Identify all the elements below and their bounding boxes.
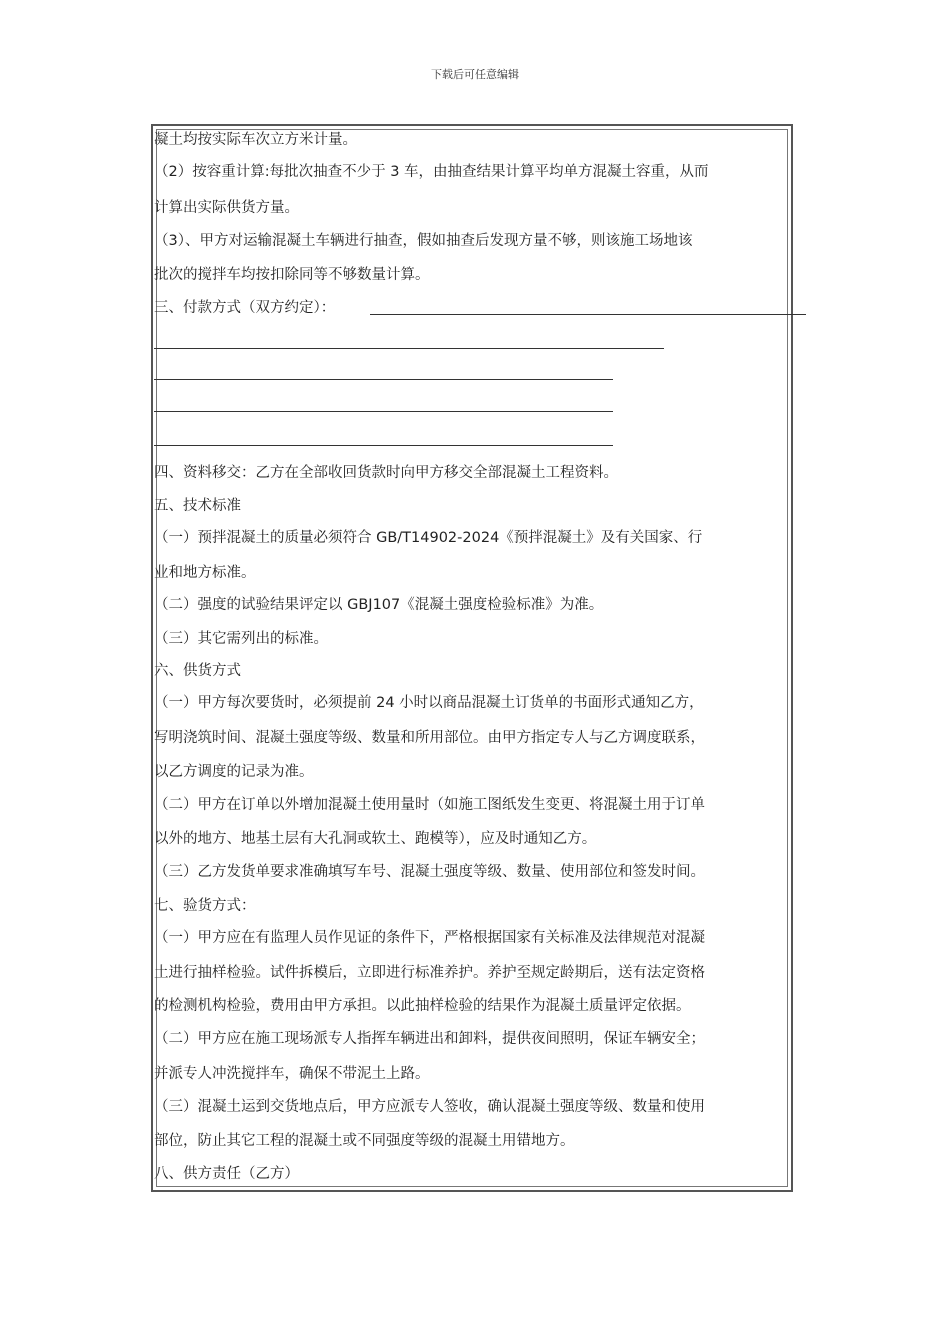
text-line: （3）、甲方对运输混凝土车辆进行抽查，假如抽查后发现方量不够，则该施工场地该 — [154, 233, 693, 249]
section-heading: 五、技术标准 — [154, 498, 241, 514]
section-heading: 七、验货方式： — [154, 898, 256, 914]
text-line: 的检测机构检验，费用由甲方承担。以此抽样检验的结果作为混凝土质量评定依据。 — [154, 998, 691, 1014]
payment-blank-rule — [154, 445, 613, 446]
page-header: 下载后可任意编辑 — [431, 68, 519, 81]
text-line: （一）甲方每次要货时，必须提前 24 小时以商品混凝土订货单的书面形式通知乙方， — [154, 695, 704, 711]
text-line: 以乙方调度的记录为准。 — [154, 764, 314, 780]
payment-heading: 三、付款方式（双方约定）： — [154, 300, 336, 316]
text-line: （二）甲方应在施工现场派专人指挥车辆进出和卸料，提供夜间照明，保证车辆安全； — [154, 1031, 705, 1047]
text-line: 写明浇筑时间、混凝土强度等级、数量和所用部位。由甲方指定专人与乙方调度联系， — [154, 730, 705, 746]
text-line: （三）其它需列出的标准。 — [154, 631, 328, 647]
text-line: （2）按容重计算:每批次抽查不少于 3 车，由抽查结果计算平均单方混凝土容重，从而 — [154, 164, 709, 180]
text-line: （二）强度的试验结果评定以 GBJ107《混凝土强度检验标准》为准。 — [154, 597, 604, 613]
text-line: 批次的搅拌车均按扣除同等不够数量计算。 — [154, 267, 430, 283]
text-line: 部位，防止其它工程的混凝土或不同强度等级的混凝土用错地方。 — [154, 1133, 575, 1149]
text-line: （三）乙方发货单要求准确填写车号、混凝土强度等级、数量、使用部位和签发时间。 — [154, 864, 705, 880]
payment-blank-rule — [154, 348, 664, 349]
text-line: 业和地方标准。 — [154, 565, 256, 581]
section-heading: 八、供方责任（乙方） — [154, 1166, 299, 1182]
text-line: 计算出实际供货方量。 — [154, 200, 299, 216]
text-line: 凝土均按实际车次立方米计量。 — [154, 132, 357, 148]
payment-blank-rule — [154, 411, 613, 412]
payment-blank-rule — [370, 314, 806, 315]
text-line: （二）甲方在订单以外增加混凝土使用量时（如施工图纸发生变更、将混凝土用于订单 — [154, 797, 705, 813]
payment-blank-rule — [154, 379, 613, 380]
section-heading: 六、供货方式 — [154, 663, 241, 679]
text-line: （三）混凝土运到交货地点后，甲方应派专人签收，确认混凝土强度等级、数量和使用 — [154, 1099, 705, 1115]
text-line: 土进行抽样检验。试件拆模后，立即进行标准养护。养护至规定龄期后，送有法定资格 — [154, 965, 705, 981]
text-line: 以外的地方、地基土层有大孔洞或软土、跑模等），应及时通知乙方。 — [154, 831, 597, 847]
text-line: （一）预拌混凝土的质量必须符合 GB/T14902-2024《预拌混凝土》及有关国家、行 — [154, 530, 703, 546]
text-line: （一）甲方应在有监理人员作见证的条件下，严格根据国家有关标准及法律规范对混凝 — [154, 930, 705, 946]
text-line: 四、资料移交：乙方在全部收回货款时向甲方移交全部混凝土工程资料。 — [154, 465, 618, 481]
text-line: 并派专人冲洗搅拌车，确保不带泥土上路。 — [154, 1066, 430, 1082]
